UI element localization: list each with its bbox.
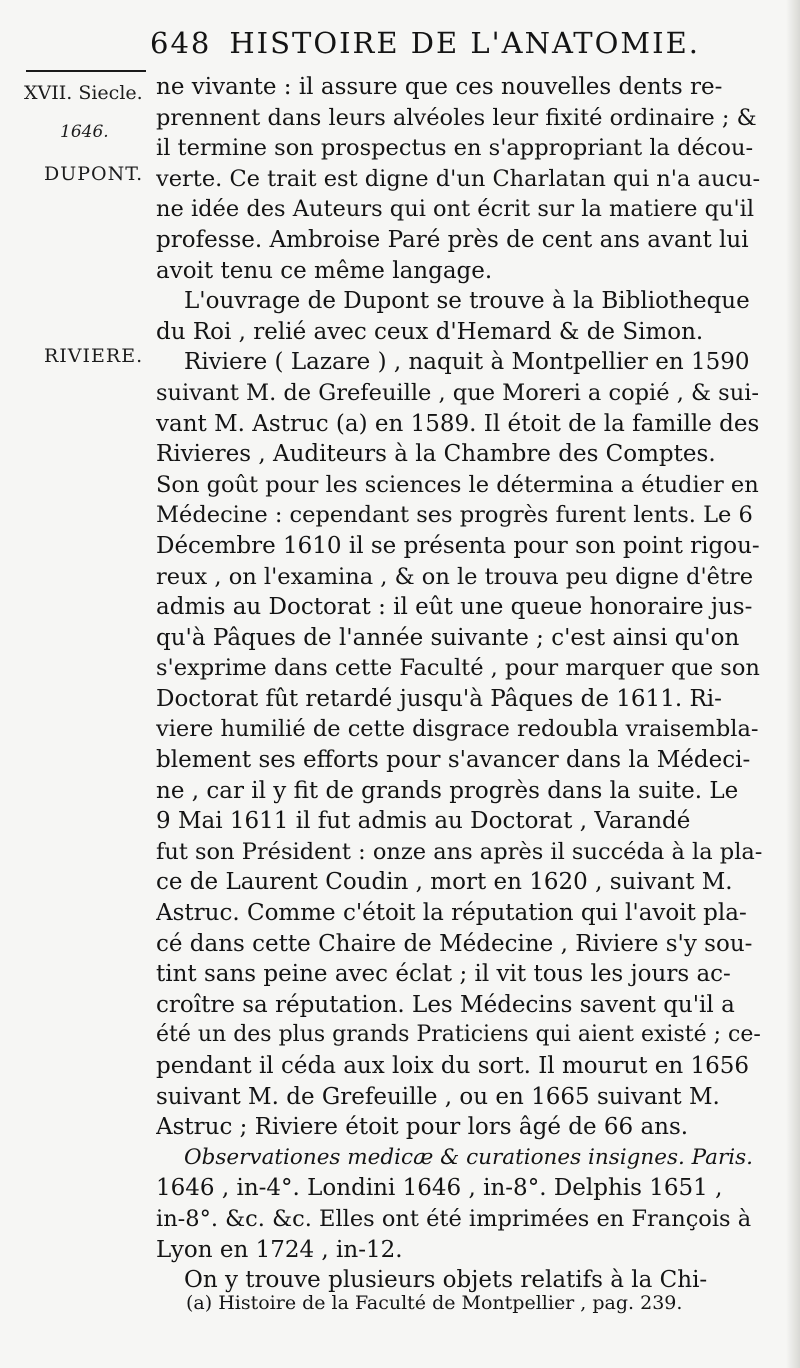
- margin-note-riviere: RIVIERE.: [44, 345, 144, 367]
- text-line: professe. Ambroise Paré près de cent ans avant lui: [156, 226, 749, 253]
- text-line: viere humilié de cette disgrace redoubla vraisembla-: [156, 716, 759, 743]
- footnote: (a) Histoire de la Faculté de Montpellier , pag. 239.: [186, 1292, 683, 1314]
- text-line: du Roi , relié avec ceux d'Hemard & de Simon.: [156, 318, 704, 345]
- text-line: in-8°. &c. &c. Elles ont été imprimées en François à: [156, 1205, 752, 1232]
- text-line: 9 Mai 1611 il fut admis au Doctorat , Varandé: [156, 808, 691, 835]
- text-line: Astruc. Comme c'étoit la réputation qui l'avoit pla-: [156, 900, 747, 927]
- text-line: vant M. Astruc (a) en 1589. Il étoit de la famille des: [156, 410, 760, 437]
- text-line: reux , on l'examina , & on le trouva peu digne d'être: [156, 563, 754, 590]
- text-line: blement ses efforts pour s'avancer dans la Médeci-: [156, 747, 751, 774]
- text-line: Son goût pour les sciences le détermina a étudier en: [156, 471, 759, 498]
- text-line: Rivieres , Auditeurs à la Chambre des Comptes.: [156, 441, 716, 468]
- text-line: admis au Doctorat : il eût une queue honoraire jus-: [156, 594, 753, 621]
- text-line: Astruc ; Riviere étoit pour lors âgé de 66 ans.: [156, 1114, 689, 1141]
- body-text: [156, 72, 762, 1296]
- text-line: prennent dans leurs alvéoles leur fixité ordinaire ; &: [156, 104, 757, 131]
- margin-note-year: 1646.: [60, 122, 109, 142]
- text-line: suivant M. de Grefeuille , que Moreri a copié , & sui-: [156, 379, 760, 406]
- text-line: 1646 , in-4°. Londini 1646 , in-8°. Delphis 1651 ,: [156, 1175, 723, 1202]
- text-line: ne vivante : il assure que ces nouvelles dents re-: [156, 74, 723, 100]
- text-line: qu'à Pâques de l'année suivante ; c'est ainsi qu'on: [156, 624, 740, 651]
- text-line: il termine son prospectus en s'appropriant la décou-: [156, 135, 754, 162]
- margin-note-siecle: XVII. Siecle.: [24, 82, 143, 104]
- text-line: Médecine : cependant ses progrès furent lents. Le 6: [156, 502, 753, 529]
- page-header: [150, 20, 780, 66]
- text-line: Observationes medicæ & curationes insignes. Paris.: [184, 1144, 753, 1170]
- text-line: ce de Laurent Coudin , mort en 1620 , suivant M.: [156, 869, 733, 896]
- text-line: Décembre 1610 il se présenta pour son point rigou-: [156, 532, 760, 559]
- text-line: Riviere ( Lazare ) , naquit à Montpellier en 1590: [184, 349, 750, 376]
- running-title: HISTOIRE DE L'ANATOMIE.: [229, 26, 700, 60]
- text-line: L'ouvrage de Dupont se trouve à la Bibliotheque: [184, 288, 750, 315]
- text-line: ne idée des Auteurs qui ont écrit sur la matiere qu'il: [156, 196, 755, 223]
- margin-note-dupont: DUPONT.: [44, 163, 144, 185]
- text-line: s'exprime dans cette Faculté , pour marquer que son: [156, 655, 760, 682]
- text-line: cé dans cette Chaire de Médecine , Riviere s'y sou-: [156, 930, 753, 957]
- text-line: croître sa réputation. Les Médecins savent qu'il a: [156, 991, 735, 1018]
- text-line: tint sans peine avec éclat ; il vit tous les jours ac-: [156, 961, 731, 988]
- text-line: été un des plus grands Praticiens qui aient existé ; ce-: [156, 1022, 761, 1048]
- header-rule: [26, 70, 146, 72]
- text-line: verte. Ce trait est digne d'un Charlatan qui n'a aucu-: [156, 165, 761, 192]
- text-line: On y trouve plusieurs objets relatifs à la Chi-: [184, 1267, 708, 1294]
- text-line: fut son Président : onze ans après il succéda à la pla-: [156, 838, 762, 865]
- text-line: Lyon en 1724 , in-12.: [156, 1236, 403, 1263]
- text-line: Doctorat fût retardé jusqu'à Pâques de 1611. Ri-: [156, 685, 722, 712]
- page-number: 648: [150, 26, 212, 60]
- text-line: avoit tenu ce même langage.: [156, 257, 493, 284]
- text-line: ne , car il y fit de grands progrès dans la suite. Le: [156, 777, 739, 804]
- text-line: pendant il céda aux loix du sort. Il mourut en 1656: [156, 1053, 750, 1079]
- text-line: suivant M. de Grefeuille , ou en 1665 suivant M.: [156, 1083, 720, 1110]
- page-edge-shadow: [786, 0, 800, 1368]
